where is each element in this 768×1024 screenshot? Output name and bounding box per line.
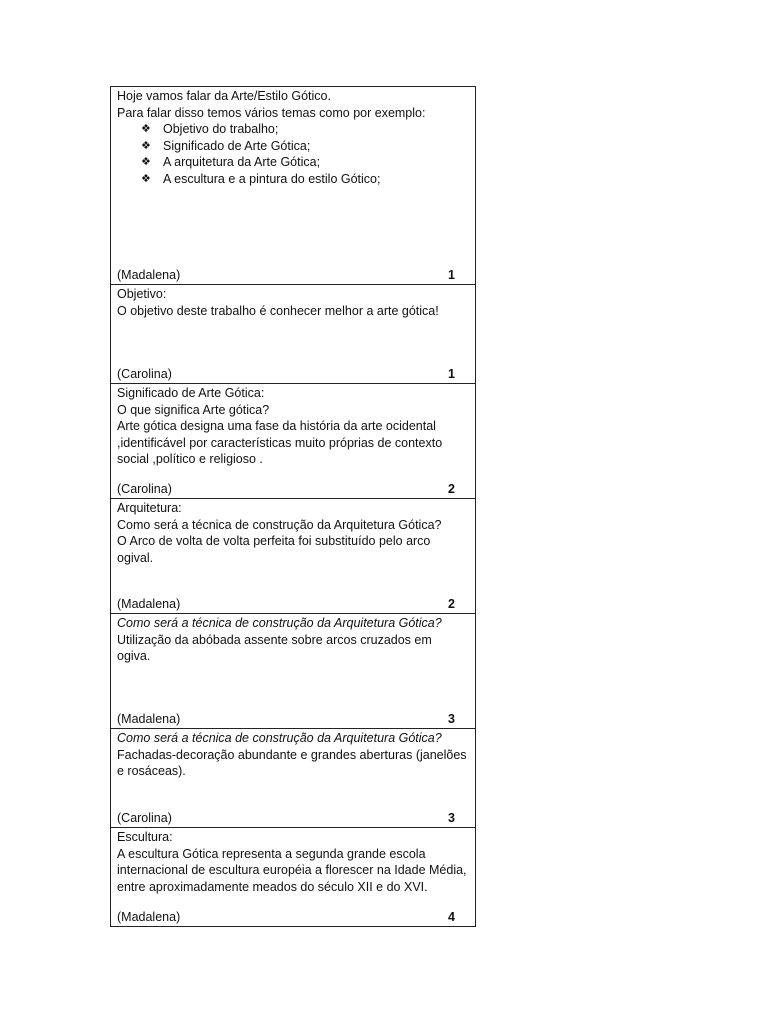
card-heading: Significado de Arte Gótica: [117, 386, 265, 400]
card-text: Como será a técnica de construção da Arquitetura Gótica? [117, 517, 442, 532]
page-number: 3 [448, 810, 455, 825]
topics-list [117, 121, 467, 187]
card-footer [117, 366, 455, 383]
list-item: ❖ Objetivo do trabalho; [141, 122, 279, 136]
page-number: 2 [448, 596, 455, 611]
card-6-fachadas [111, 728, 475, 827]
diamond-bullet-icon: ❖ [141, 156, 151, 168]
card-2-objetivo [111, 284, 475, 383]
card-heading: Arquitetura: [117, 501, 182, 515]
card-paragraph: Utilização da abóbada assente sobre arcos cruzados em ogiva. [117, 632, 432, 663]
page-number: 1 [448, 366, 455, 381]
card-question: Como será a técnica de construção da Arquitetura Gótica? [117, 616, 442, 630]
card-footer [117, 267, 455, 284]
card-heading: Objetivo: [117, 287, 167, 301]
diamond-bullet-icon: ❖ [141, 123, 151, 135]
list-item: ❖ A arquitetura da Arte Gótica; [141, 155, 321, 169]
page-number: 3 [448, 711, 455, 726]
card-question: Como será a técnica de construção da Arquitetura Gótica? [117, 731, 442, 745]
card-footer [117, 481, 455, 498]
card-paragraph: A escultura Gótica representa a segunda grande escola internacional de escultura européia a florescer na Idade Média, entre aproximadamente meados do século XII e do XVI. [117, 846, 467, 894]
card-paragraph: O Arco de volta de volta perfeita foi substituído pelo arco ogival. [117, 534, 431, 565]
page-number: 1 [448, 267, 455, 282]
card-3-significado [111, 383, 475, 498]
card-text: Hoje vamos falar da Arte/Estilo Gótico. [117, 89, 331, 103]
card-text: Para falar disso temos vários temas como por exemplo: [117, 105, 426, 120]
author-name: (Madalena) [117, 596, 181, 611]
card-footer [117, 909, 455, 926]
author-name: (Madalena) [117, 267, 181, 282]
author-name: (Carolina) [117, 481, 172, 496]
card-footer [117, 711, 455, 728]
card-text: O que significa Arte gótica? [117, 402, 270, 417]
page-number: 2 [448, 481, 455, 496]
card-4-arquitetura [111, 498, 475, 613]
author-name: (Carolina) [117, 366, 172, 381]
page-number: 4 [448, 909, 455, 924]
list-item: ❖ Significado de Arte Gótica; [141, 138, 311, 153]
card-7-escultura [111, 827, 475, 926]
diamond-bullet-icon: ❖ [141, 172, 151, 185]
author-name: (Madalena) [117, 909, 181, 924]
list-item: ❖ A escultura e a pintura do estilo Gótico; [141, 171, 381, 186]
author-name: (Carolina) [117, 810, 172, 825]
card-footer [117, 810, 455, 827]
card-footer [117, 596, 455, 613]
card-1-introducao [111, 87, 475, 284]
card-paragraph: Arte gótica designa uma fase da história da arte ocidental ,identificável por características muito próprias de contexto social ,político e religioso . [117, 419, 443, 466]
card-paragraph: Fachadas-decoração abundante e grandes aberturas (janelões e rosáceas). [117, 747, 467, 778]
cue-cards [110, 86, 476, 927]
author-name: (Madalena) [117, 711, 181, 726]
diamond-bullet-icon: ❖ [141, 139, 151, 152]
card-5-abobada [111, 613, 475, 728]
card-heading: Escultura: [117, 830, 173, 844]
card-text: O objetivo deste trabalho é conhecer melhor a arte gótica! [117, 303, 439, 318]
